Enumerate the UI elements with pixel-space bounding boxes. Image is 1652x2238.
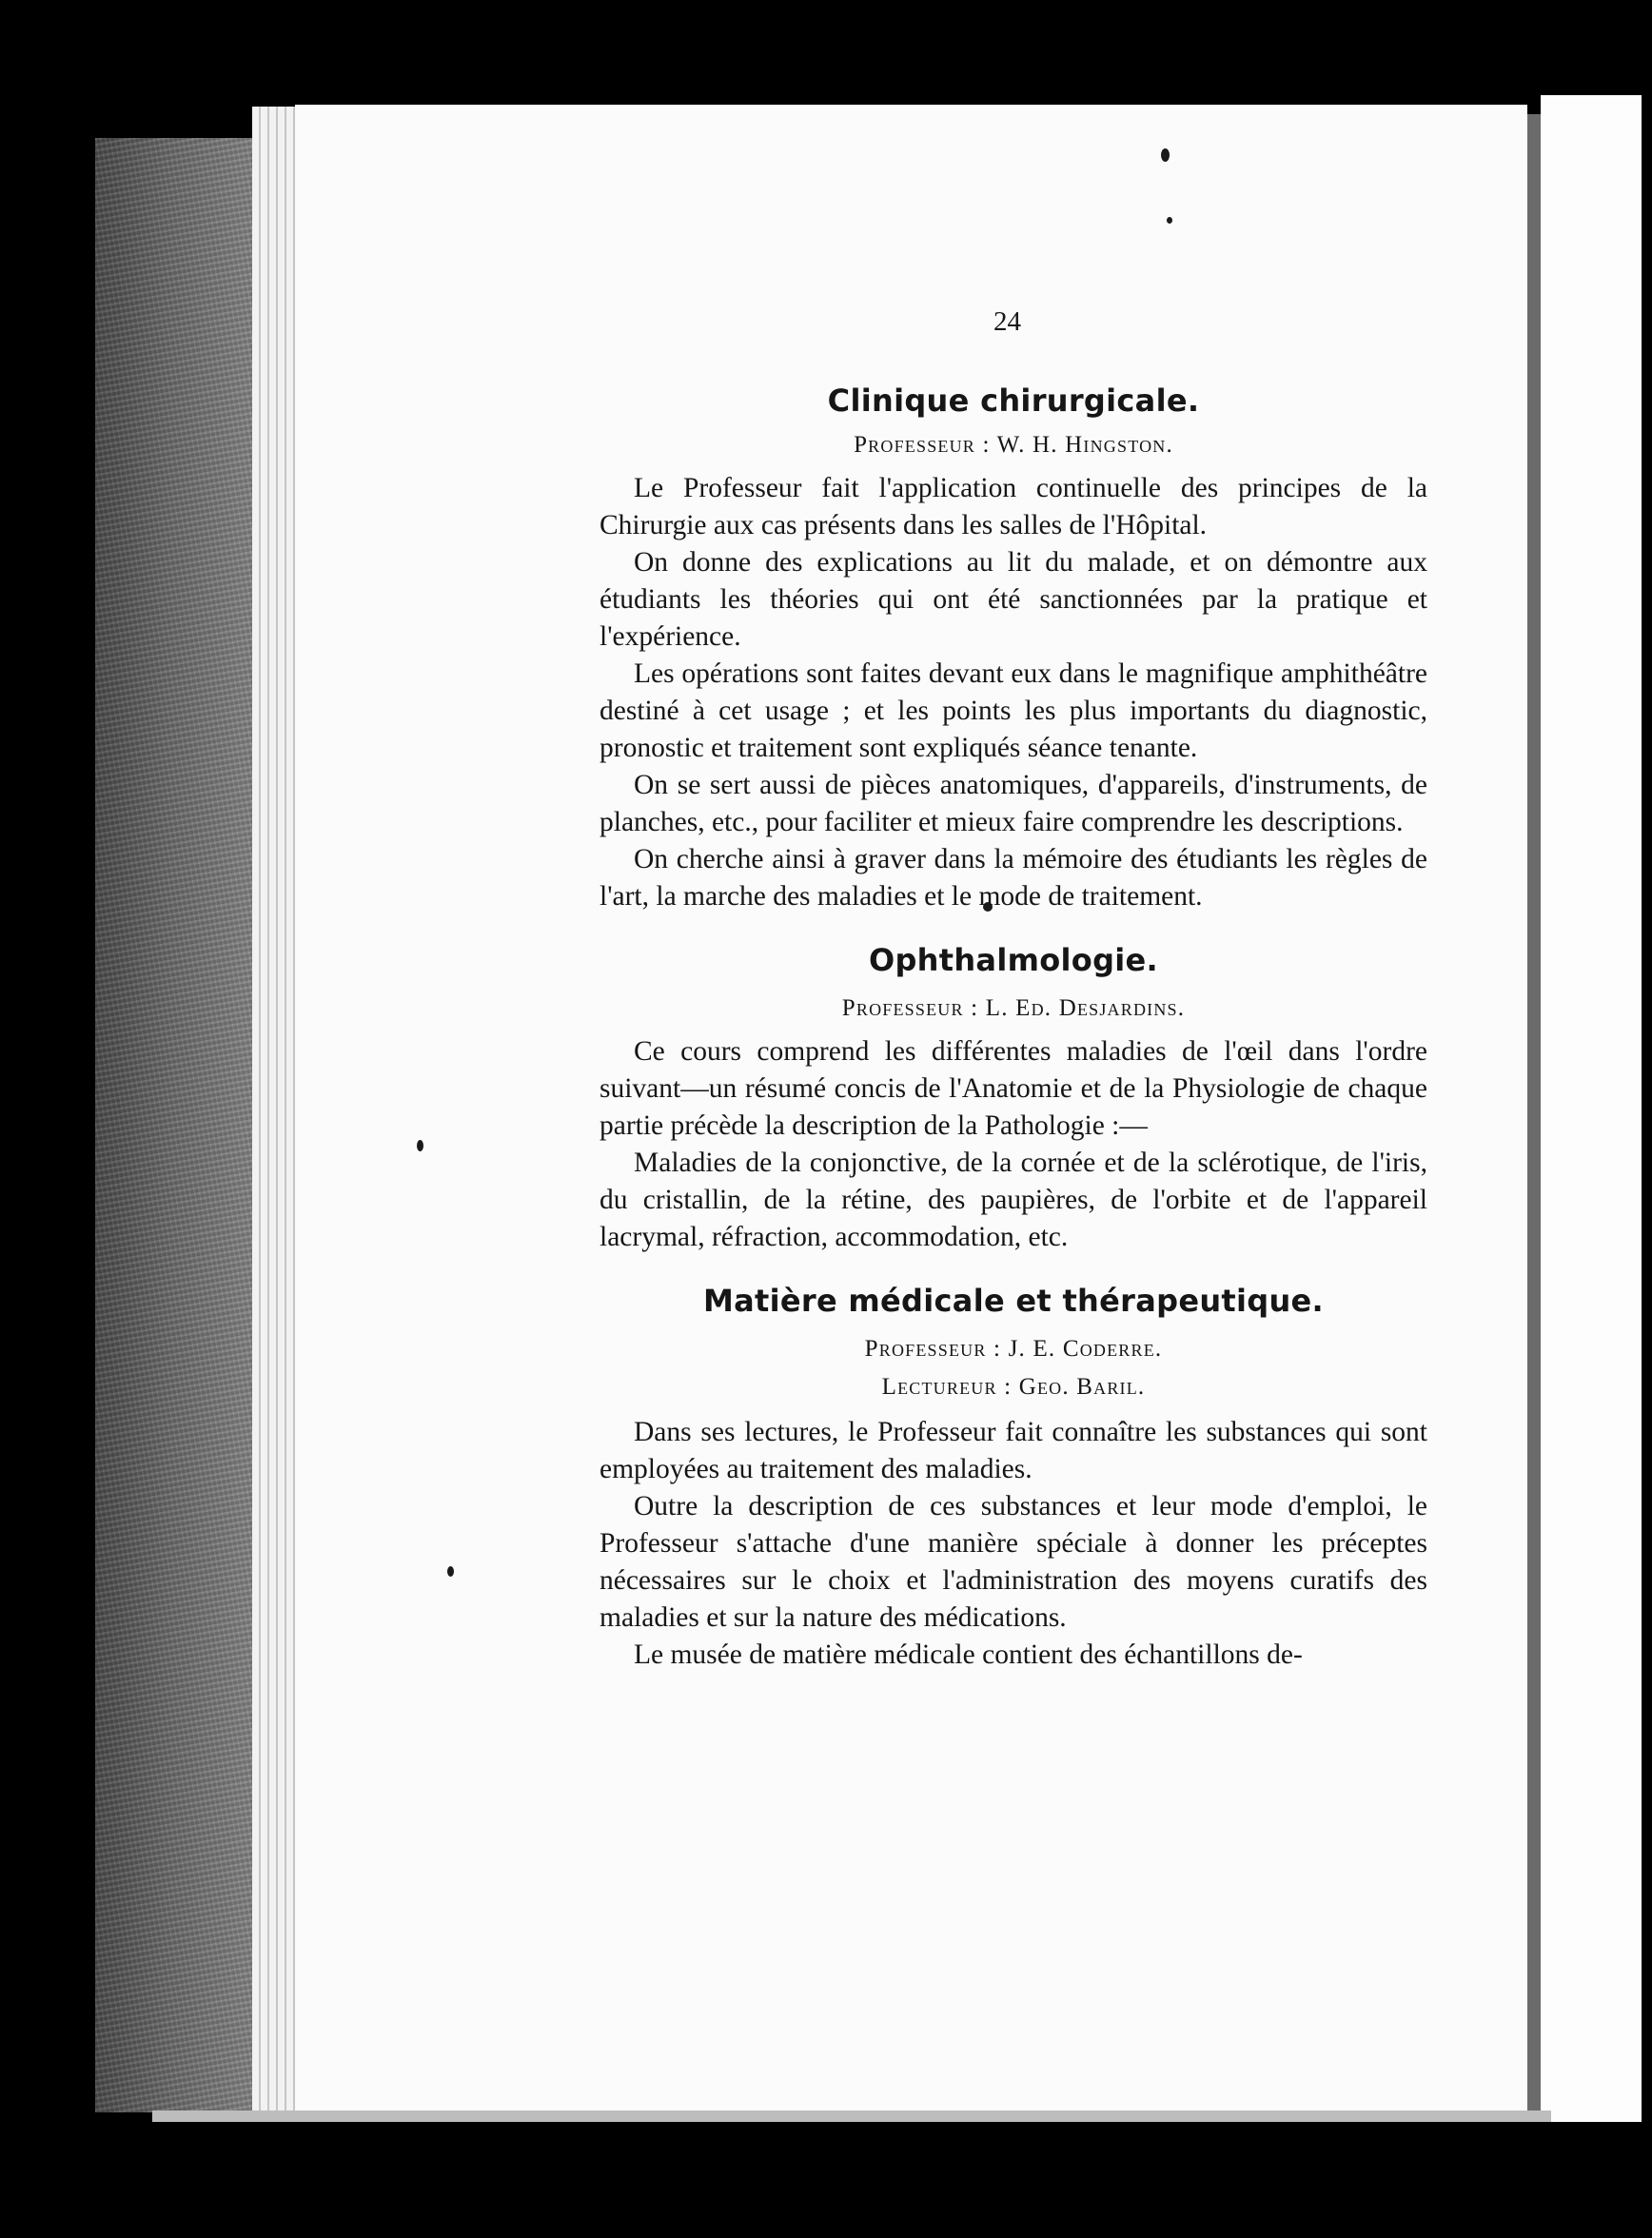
section-ophthalmologie [600,942,1427,1256]
section-byline: Professeur : J. E. Coderre. [864,1336,1163,1362]
paragraph: Le Professeur fait l'application continuelle des principes de la Chirurgie aux cas présents dans les salles de l'Hôpital. [600,473,1427,540]
paragraph: On cherche ainsi à graver dans la mémoire des étudiants les règles de l'art, la marche des maladies et le mode de traitement. [600,844,1427,912]
page-gutter-shadow [1527,114,1541,2112]
section-byline: Professeur : L. Ed. Desjardins. [841,995,1186,1021]
ink-speck [1167,217,1172,224]
facing-page-strip [1541,95,1652,2122]
page-bottom-edge [152,2110,1551,2122]
book-edge-texture [95,138,265,2112]
paragraph: Ce cours comprend les différentes maladies de l'œil dans l'ordre suivant—un résumé concis de l'Anatomie et de la Physiologie de chaque partie précède la description de la Pathologie :— [600,1036,1427,1141]
section-title: Ophthalmologie. [868,942,1159,978]
section-matiere-medicale [600,1283,1427,1674]
paragraph: Le musée de matière médicale contient des échantillons de- [634,1639,1303,1670]
section-title: Matière médicale et thérapeutique. [702,1283,1325,1319]
paragraph: Maladies de la conjonctive, de la cornée et de la sclérotique, de l'iris, du cristallin, de la rétine, des paupières, de l'orbite et de l'appareil lacrymal, réfraction, accommodation, etc. [600,1148,1427,1252]
page-stack-edges [252,107,300,2114]
page-number: 24 [993,306,1021,337]
paragraph: Dans ses lectures, le Professeur fait connaître les substances qui sont employées au traitement des maladies. [600,1417,1427,1484]
ink-speck [417,1140,423,1151]
ink-speck [1161,148,1170,162]
paragraph: Outre la description de ces substances et leur mode d'emploi, le Professeur s'attache d'une manière spéciale à donner les préceptes nécessaires sur le choix et l'administration des moyens curatifs des maladies et sur la nature des médications. [600,1491,1427,1633]
section-byline: Lectureur : Geo. Baril. [881,1374,1146,1400]
page-content [600,304,1427,1674]
section-clinique-chirurgicale [600,383,1427,915]
paragraph: On se sert aussi de pièces anatomiques, d'appareils, d'instruments, de planches, etc., pour faciliter et mieux faire comprendre les descriptions. [600,770,1427,837]
paragraph: On donne des explications au lit du malade, et on démontre aux étudiants les théories qui ont été sanctionnées par la pratique et l'expérience. [600,547,1427,652]
section-byline: Professeur : W. H. Hingston. [854,432,1173,458]
section-title: Clinique chirurgicale. [827,383,1200,419]
facing-page-edge [1642,95,1652,2122]
paragraph: Les opérations sont faites devant eux dans le magnifique amphithéâtre destiné à cet usage ; et les points les plus importants du diagnostic, pronostic et traitement sont expliqués séance tenante. [600,658,1427,763]
ink-speck [447,1566,454,1577]
